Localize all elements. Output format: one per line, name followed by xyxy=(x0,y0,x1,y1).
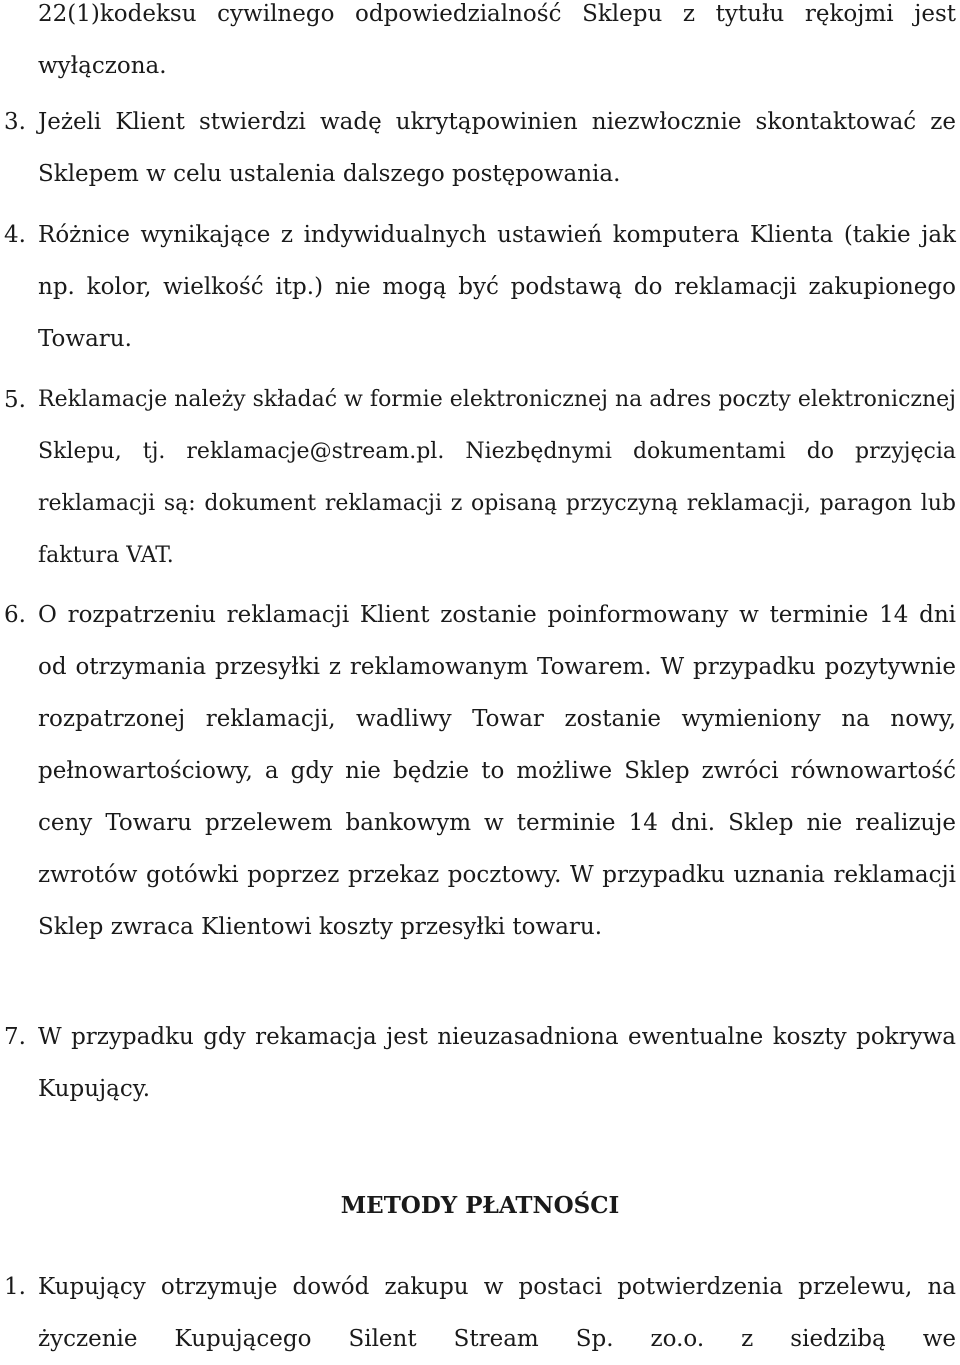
list-text: Kupujący otrzymuje dowód zakupu w postaci potwierdzenia przelewu, na życzenie Kupującego Silent Stream Sp. zo.o. z siedzibą we xyxy=(38,1274,956,1352)
paragraph-text: 22(1)kodeksu cywilnego odpowiedzialność Sklepu z tytułu rękojmi jest wyłączona. xyxy=(38,1,956,79)
list-number: 6. xyxy=(4,602,26,628)
list-number: 1. xyxy=(4,1274,26,1300)
list-number: 7. xyxy=(4,1024,26,1050)
list-number: 5. xyxy=(4,387,26,413)
list-text: O rozpatrzeniu reklamacji Klient zostanie poinformowany w terminie 14 dni od otrzymania przesyłki z reklamowanym Towarem. W przypadku pozytywnie rozpatrzonej reklamacji, wadliwy Towar zostanie wymieniony na nowy, pełnowartościowy, a gdy nie będzie to możliwe Sklep zwróci równowartość ceny Towaru przelewem bankowym w terminie 14 dni. Sklep nie realizuje zwrotów gotówki poprzez przekaz pocztowy. W przypadku uznania reklamacji Sklep zwraca Klientowi koszty przesyłki towaru. xyxy=(38,602,956,940)
payment-list-item-1 xyxy=(0,1261,956,1365)
section-heading: METODY PŁATNOŚCI xyxy=(340,1192,620,1219)
paragraph-continuation xyxy=(0,0,956,92)
list-text: Różnice wynikające z indywidualnych ustawień komputera Klienta (takie jak np. kolor, wielkość itp.) nie mogą być podstawą do reklamacji zakupionego Towaru. xyxy=(38,222,956,352)
list-item-7 xyxy=(0,1011,956,1115)
list-item-4 xyxy=(0,209,956,365)
list-text: W przypadku gdy rekamacja jest nieuzasadniona ewentualne koszty pokrywa Kupujący. xyxy=(38,1024,956,1102)
list-number: 4. xyxy=(4,222,26,248)
list-item-6 xyxy=(0,589,956,953)
list-item-5 xyxy=(0,374,956,582)
list-text: Jeżeli Klient stwierdzi wadę ukrytąpowinien niezwłocznie skontaktować ze Sklepem w celu ustalenia dalszego postępowania. xyxy=(38,109,956,187)
list-item-3 xyxy=(0,96,956,200)
list-number: 3. xyxy=(4,109,26,135)
list-text: Reklamacje należy składać w formie elektronicznej na adres poczty elektronicznej Sklepu, tj. reklamacje@stream.pl. Niezbędnymi dokumentami do przyjęcia reklamacji są: dokument reklamacji z opisaną przyczyną reklamacji, paragon lub faktura VAT. xyxy=(38,387,956,568)
